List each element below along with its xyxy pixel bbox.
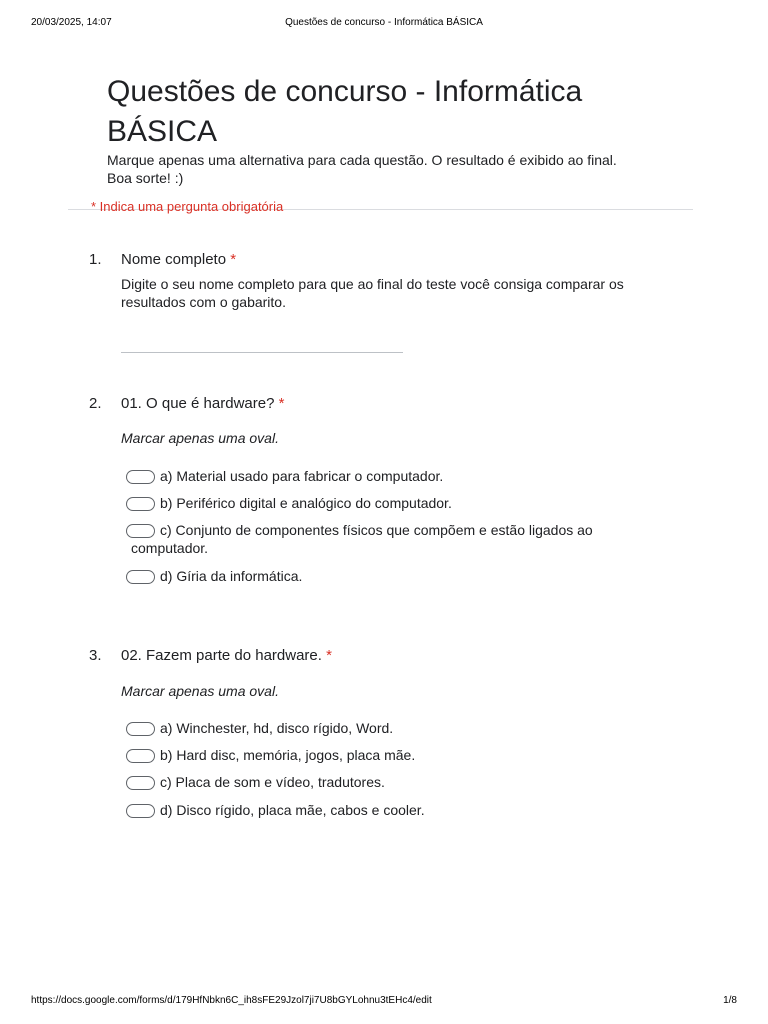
name-answer-field[interactable] [121,352,403,353]
question-3-option-d[interactable] [126,801,646,819]
option-label: a) Material usado para fabricar o computador. [160,468,444,484]
form-description [107,151,667,187]
question-3-number: 3. [89,647,102,664]
question-1-number: 1. [89,251,102,268]
question-1-help: Digite o seu nome completo para que ao final do teste você consiga comparar os resultados com o gabarito. [121,276,624,310]
form-description-line-1: Marque apenas uma alternativa para cada questão. O resultado é exibido ao final. [107,152,617,168]
print-header [0,17,768,31]
question-2-instruction: Marcar apenas uma oval. [121,430,279,446]
print-doc-title: Questões de concurso - Informática BÁSICA [285,17,483,28]
question-2-title-text: 01. O que é hardware? [121,395,275,412]
question-3-title-text: 02. Fazem parte do hardware. [121,647,322,664]
radio-oval[interactable] [126,524,155,538]
required-note: * Indica uma pergunta obrigatória [91,199,284,214]
form-title: Questões de concurso - Informática BÁSICA [107,75,583,148]
question-2-option-d[interactable] [126,567,646,585]
option-label: b) Hard disc, memória, jogos, placa mãe. [160,747,416,763]
option-label-continued: computador. [131,540,209,556]
question-2-option-b[interactable] [126,494,646,512]
radio-oval[interactable] [126,497,155,511]
question-3-option-b[interactable] [126,746,646,764]
question-2-option-a[interactable] [126,467,646,485]
question-3-title [121,646,332,666]
option-label: a) Winchester, hd, disco rígido, Word. [160,720,394,736]
page-number: 1/8 [723,995,737,1006]
print-url: https://docs.google.com/forms/d/179HfNbkn6C_ih8sFE29Jzol7ji7U8bGYLohnu3tEHc4/edit [31,995,432,1006]
question-3-option-a[interactable] [126,719,646,737]
print-footer [0,995,768,1009]
radio-oval[interactable] [126,470,155,484]
required-star: * [326,647,332,664]
option-label: d) Gíria da informática. [160,568,303,584]
required-star: * [230,251,237,268]
print-datetime: 20/03/2025, 14:07 [31,17,112,28]
option-label: b) Periférico digital e analógico do computador. [160,495,452,511]
option-label: d) Disco rígido, placa mãe, cabos e cooler. [160,802,425,818]
radio-oval[interactable] [126,722,155,736]
question-2-title [121,394,284,414]
question-3-option-c[interactable] [126,773,646,791]
question-2-option-c[interactable] [126,521,646,557]
radio-oval[interactable] [126,570,155,584]
question-1-title [121,250,236,270]
question-2-number: 2. [89,395,102,412]
required-star: * [278,395,285,412]
radio-oval[interactable] [126,776,155,790]
question-1-title-text: Nome completo [121,251,227,268]
option-label: c) Placa de som e vídeo, tradutores. [160,774,385,790]
radio-oval[interactable] [126,749,155,763]
question-3-instruction: Marcar apenas uma oval. [121,683,279,699]
form-description-line-2: Boa sorte! :) [107,170,184,186]
radio-oval[interactable] [126,804,155,818]
option-label: c) Conjunto de componentes físicos que compõem e estão ligados ao [160,522,593,538]
